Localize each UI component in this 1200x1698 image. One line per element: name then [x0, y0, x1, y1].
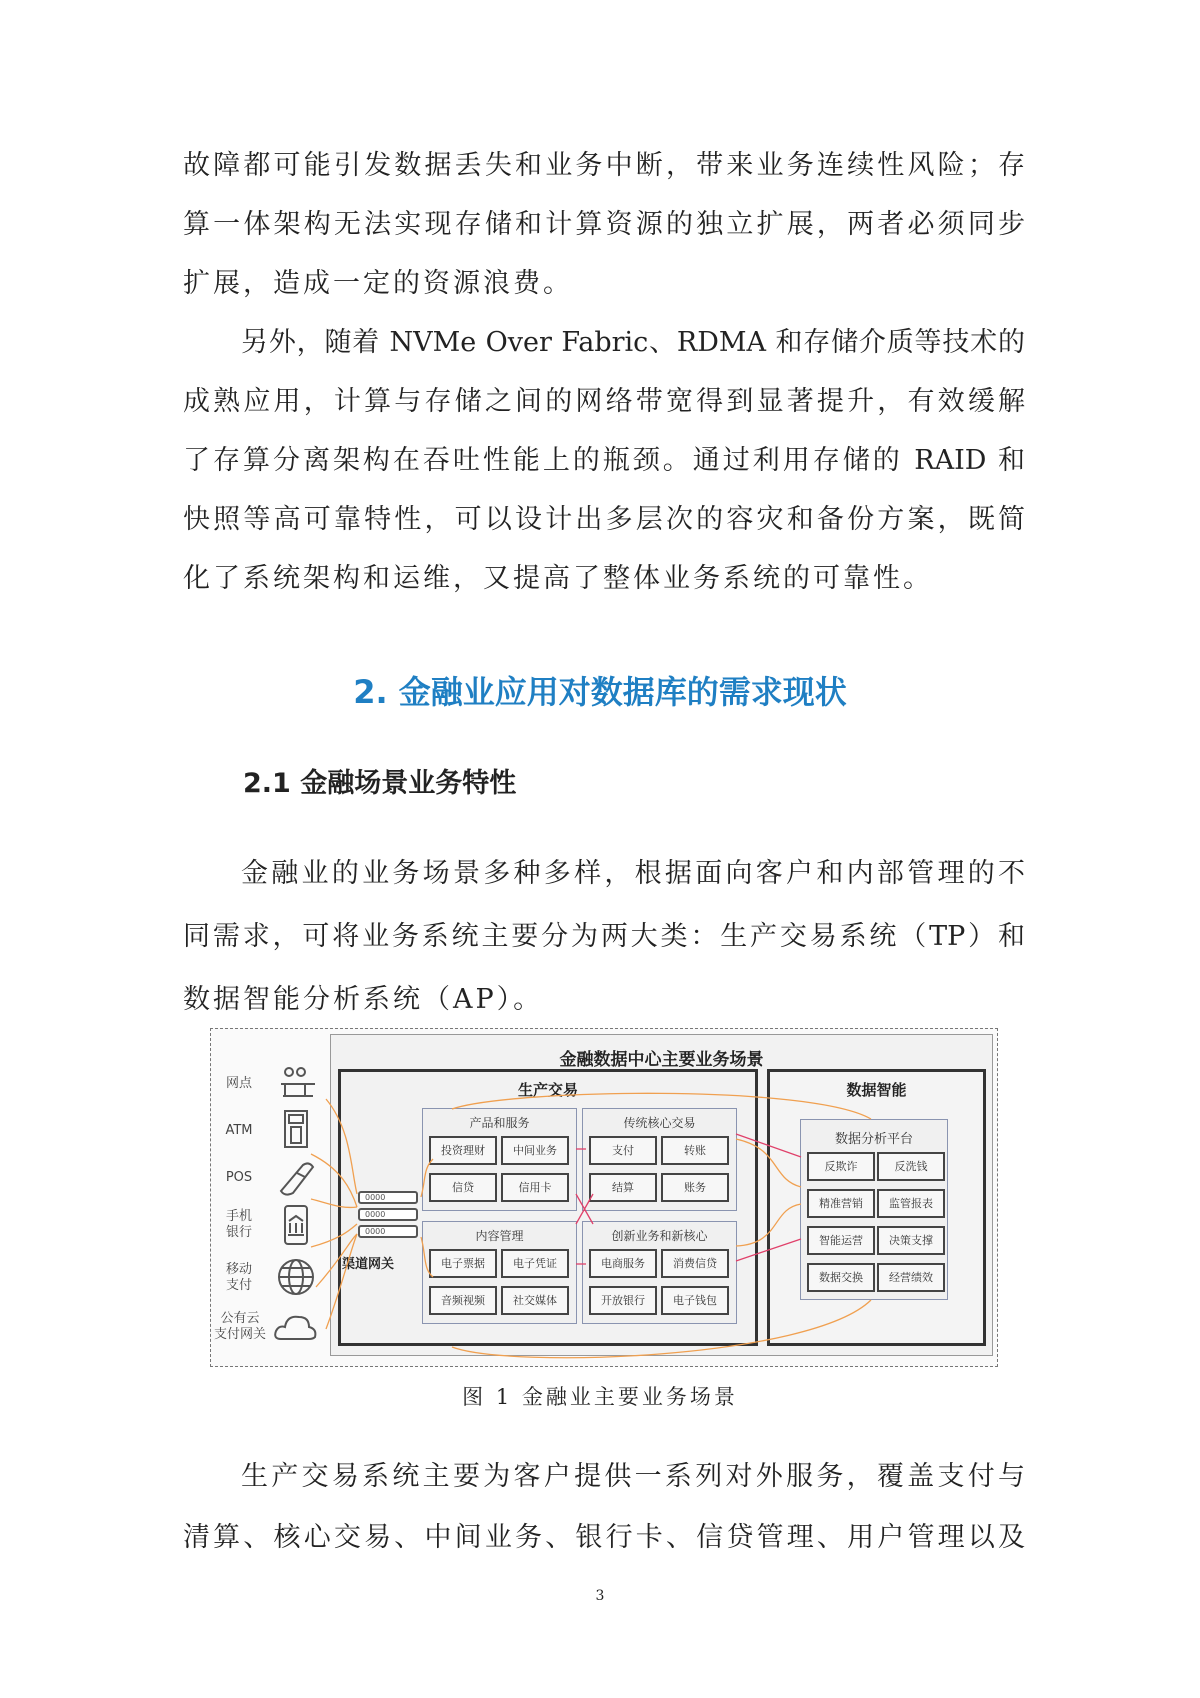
scenario-cell: 转账: [661, 1136, 729, 1165]
tp-group: [422, 1108, 577, 1211]
body-text-line: 快照等高可靠特性，可以设计出多层次的容灾和备份方案，既简: [183, 504, 1025, 535]
business-scenario-diagram: [210, 1028, 998, 1367]
scenario-cell: 电子凭证: [501, 1249, 569, 1278]
body-text-line: 了存算分离架构在吞吐性能上的瓶颈。通过利用存储的 RAID 和: [183, 445, 1025, 476]
body-text-line: 成熟应用，计算与存储之间的网络带宽得到显著提升，有效缓解: [183, 386, 1025, 417]
analytics-cell: 反洗钱: [877, 1152, 945, 1181]
analytics-cell: 智能运营: [807, 1226, 875, 1255]
body-text-line: 故障都可能引发数据丢失和业务中断，带来业务连续性风险；存: [183, 150, 1025, 181]
group-title: 创新业务和新核心: [611, 1229, 708, 1243]
tp-group: [422, 1221, 577, 1324]
analytics-cell: 经营绩效: [877, 1263, 945, 1292]
atm-icon: [273, 1109, 319, 1149]
analytics-cell: 监管报表: [877, 1189, 945, 1218]
channel-label: 手机 银行: [225, 1209, 252, 1240]
diagram-title: 金融数据中心主要业务场景: [559, 1050, 764, 1070]
tp-group: [582, 1221, 737, 1324]
branch-teller-icon: [273, 1064, 319, 1104]
mobile-bank-icon: [273, 1205, 319, 1245]
analytics-cell: 决策支撑: [877, 1226, 945, 1255]
scenario-cell: 中间业务: [501, 1136, 569, 1165]
analytics-cell: 反欺诈: [807, 1152, 875, 1181]
channel-label: ATM: [225, 1123, 253, 1138]
body-text-line: 同需求，可将业务系统主要分为两大类：生产交易系统（TP）和: [183, 921, 1025, 952]
scenario-cell: 信贷: [429, 1173, 497, 1202]
scenario-cell: 账务: [661, 1173, 729, 1202]
tp-group: [582, 1108, 737, 1211]
gateway-server-icon: 0000: [358, 1191, 418, 1204]
scenario-cell: 支付: [589, 1136, 657, 1165]
scenario-cell: 信用卡: [501, 1173, 569, 1202]
channel-label: 移动 支付: [225, 1262, 252, 1293]
di-title: 数据智能: [846, 1081, 907, 1099]
scenario-cell: 电子票据: [429, 1249, 497, 1278]
analytics-cell: 精准营销: [807, 1189, 875, 1218]
channel-label: POS: [225, 1170, 253, 1185]
platform-title: 数据分析平台: [834, 1132, 913, 1147]
scenario-cell: 投资理财: [429, 1136, 497, 1165]
body-text-line: 化了系统架构和运维，又提高了整体业务系统的可靠性。: [183, 563, 933, 594]
page-number: 3: [595, 1588, 605, 1604]
section-heading: 2. 金融业应用对数据库的需求现状: [353, 673, 847, 711]
scenario-cell: 消费信贷: [661, 1249, 729, 1278]
scenario-cell: 音频视频: [429, 1286, 497, 1315]
figure-caption: 图 1 金融业主要业务场景: [462, 1385, 738, 1409]
body-text-line: 算一体架构无法实现存储和计算资源的独立扩展，两者必须同步: [183, 209, 1025, 240]
tp-title: 生产交易: [517, 1081, 578, 1099]
body-text-line: 生产交易系统主要为客户提供一系列对外服务，覆盖支付与: [241, 1461, 1025, 1492]
scenario-cell: 电子钱包: [661, 1286, 729, 1315]
scenario-cell: 开放银行: [589, 1286, 657, 1315]
group-title: 产品和服务: [469, 1116, 530, 1130]
body-text-line: 另外，随着 NVMe Over Fabric、RDMA 和存储介质等技术的: [241, 327, 1025, 358]
body-text-line: 金融业的业务场景多种多样，根据面向客户和内部管理的不: [241, 858, 1025, 889]
body-text-line: 清算、核心交易、中间业务、银行卡、信贷管理、用户管理以及: [183, 1522, 1025, 1553]
body-text-line: 数据智能分析系统（AP）。: [183, 984, 544, 1015]
global-payment-icon: [273, 1257, 319, 1297]
analytics-cell: 数据交换: [807, 1263, 875, 1292]
body-text-line: 扩展，造成一定的资源浪费。: [183, 268, 573, 299]
analytics-platform: [800, 1119, 948, 1300]
group-title: 内容管理: [475, 1229, 524, 1243]
scenario-cell: 电商服务: [589, 1249, 657, 1278]
gateway-label: 渠道网关: [342, 1257, 395, 1272]
pos-terminal-icon: [273, 1157, 319, 1197]
subsection-heading: 2.1 金融场景业务特性: [243, 768, 517, 799]
channel-label: 公有云 支付网关: [213, 1311, 266, 1342]
group-title: 传统核心交易: [623, 1116, 696, 1130]
scenario-cell: 结算: [589, 1173, 657, 1202]
cloud-icon: [273, 1307, 319, 1347]
scenario-cell: 社交媒体: [501, 1286, 569, 1315]
channel-label: 网点: [225, 1076, 252, 1091]
gateway-server-icon: 0000: [358, 1208, 418, 1221]
gateway-server-icon: 0000: [358, 1225, 418, 1238]
